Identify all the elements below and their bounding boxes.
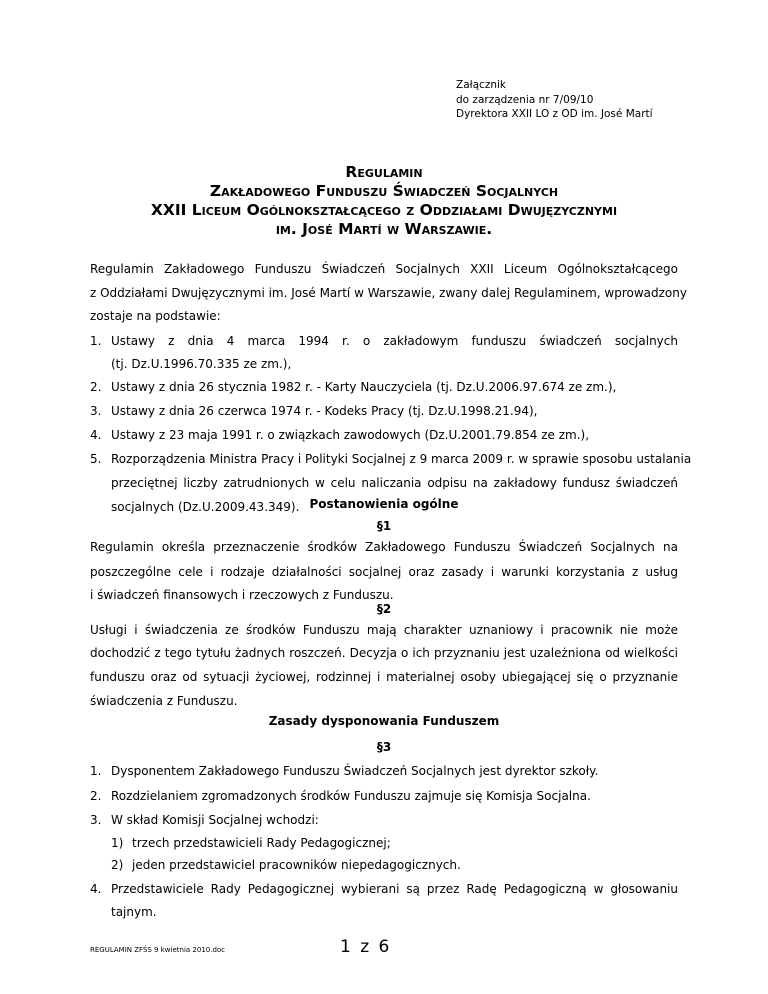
paragraph-line: funduszu oraz od sytuacji życiowej, rodzinnej i materialnej osoby ubiegającej się o przyznanie bbox=[90, 670, 678, 684]
basis-text: Ustawy z dnia 26 czerwca 1974 r. - Kodeks Pracy (tj. Dz.U.1998.21.94), bbox=[111, 404, 538, 418]
paragraph-number: §3 bbox=[376, 740, 392, 754]
sub-text: trzech przedstawicieli Rady Pedagogicznej; bbox=[132, 836, 391, 850]
basis-number: 2. bbox=[90, 380, 102, 394]
paragraph-line: i świadczeń finansowych i rzeczowych z Funduszu. bbox=[90, 588, 394, 602]
intro-line: zostaje na podstawie: bbox=[90, 309, 221, 323]
paragraph-number: §1 bbox=[376, 519, 392, 533]
basis-number: 1. bbox=[90, 334, 102, 348]
rule-number: 2. bbox=[90, 789, 102, 803]
section-heading: Zasady dysponowania Funduszem bbox=[268, 714, 500, 728]
attachment-line: Załącznik bbox=[456, 79, 506, 91]
basis-item bbox=[90, 404, 678, 418]
rule-number: 4. bbox=[90, 882, 102, 896]
rule-number: 1. bbox=[90, 764, 102, 778]
rule-item bbox=[90, 882, 678, 896]
basis-text: Rozporządzenia Ministra Pracy i Polityki Socjalnej z 9 marca 2009 r. w sprawie sposobu ustalania bbox=[111, 452, 692, 466]
rule-item bbox=[90, 789, 678, 803]
section-heading: Postanowienia ogólne bbox=[309, 497, 459, 511]
basis-text: socjalnych (Dz.U.2009.43.349). bbox=[111, 500, 300, 514]
rule-number: 3. bbox=[90, 813, 102, 827]
rule-text: Rozdzielaniem zgromadzonych środków Funduszu zajmuje się Komisja Socjalna. bbox=[111, 789, 591, 803]
basis-number: 4. bbox=[90, 428, 102, 442]
rule-text: tajnym. bbox=[111, 905, 157, 919]
basis-text: (tj. Dz.U.1996.70.335 ze zm.), bbox=[111, 357, 292, 371]
sub-number: 2) bbox=[111, 858, 124, 872]
basis-item bbox=[90, 428, 678, 442]
rule-text: Przedstawiciele Rady Pedagogicznej wybierani są przez Radę Pedagogiczną w głosowaniu bbox=[111, 882, 678, 896]
title-line: im. José Martí w Warszawie. bbox=[275, 220, 493, 238]
basis-item bbox=[90, 334, 678, 348]
document-title bbox=[0, 163, 768, 239]
sub-number: 1) bbox=[111, 836, 124, 850]
rule-item bbox=[90, 764, 678, 778]
paragraph-line: świadczenia z Funduszu. bbox=[90, 694, 238, 708]
basis-item bbox=[90, 452, 692, 466]
title-line: XXII Liceum Ogólnokształcącego z Oddziałami Dwujęzycznymi bbox=[150, 201, 618, 219]
basis-number: 5. bbox=[90, 452, 102, 466]
rule-item bbox=[90, 813, 678, 827]
paragraph-line: Usługi i świadczenia ze środków Funduszu mają charakter uznaniowy i pracownik nie może bbox=[90, 623, 678, 637]
paragraph-line: poszczególne cele i rodzaje działalności socjalnej oraz zasady i warunki korzystania z usług bbox=[90, 565, 678, 579]
sub-text: jeden przedstawiciel pracowników niepedagogicznych. bbox=[132, 858, 461, 872]
basis-text: Ustawy z dnia 26 stycznia 1982 r. - Karty Nauczyciela (tj. Dz.U.2006.97.674 ze zm.), bbox=[111, 380, 617, 394]
basis-text: Ustawy z dnia 4 marca 1994 r. o zakładowym funduszu świadczeń socjalnych bbox=[111, 334, 678, 348]
basis-item bbox=[90, 380, 678, 394]
paragraph-line: dochodzić z tego tytułu żadnych roszczeń. Decyzja o ich przyznaniu jest uzależniona od wielkości bbox=[90, 646, 678, 660]
sub-item bbox=[111, 836, 699, 850]
basis-text: Ustawy z 23 maja 1991 r. o związkach zawodowych (Dz.U.2001.79.854 ze zm.), bbox=[111, 428, 590, 442]
title-line: Regulamin bbox=[345, 163, 423, 181]
rule-text: Dysponentem Zakładowego Funduszu Świadczeń Socjalnych jest dyrektor szkoły. bbox=[111, 764, 599, 778]
attachment-line: Dyrektora XXII LO z OD im. José Martí bbox=[456, 108, 653, 120]
paragraph-number: §2 bbox=[376, 602, 392, 616]
attachment-line: do zarządzenia nr 7/09/10 bbox=[456, 93, 594, 106]
attachment-note bbox=[456, 78, 653, 122]
title-line: Zakładowego Funduszu Świadczeń Socjalnych bbox=[209, 182, 559, 200]
sub-item bbox=[111, 858, 699, 872]
footer-filename: REGULAMIN ZFŚS 9 kwietnia 2010.doc bbox=[90, 946, 226, 954]
rule-text: W skład Komisji Socjalnej wchodzi: bbox=[111, 813, 319, 827]
basis-number: 3. bbox=[90, 404, 102, 418]
intro-line: z Oddziałami Dwujęzycznymi im. José Martí w Warszawie, zwany dalej Regulaminem, wprowadzony bbox=[90, 286, 687, 300]
footer-page-number: 1 z 6 bbox=[340, 937, 392, 957]
paragraph-line: Regulamin określa przeznaczenie środków Zakładowego Funduszu Świadczeń Socjalnych na bbox=[90, 540, 678, 554]
basis-text: przeciętnej liczby zatrudnionych w celu naliczania odpisu na zakładowy fundusz świadczeń bbox=[111, 476, 678, 490]
intro-line: Regulamin Zakładowego Funduszu Świadczeń Socjalnych XXII Liceum Ogólnokształcącego bbox=[90, 262, 678, 276]
